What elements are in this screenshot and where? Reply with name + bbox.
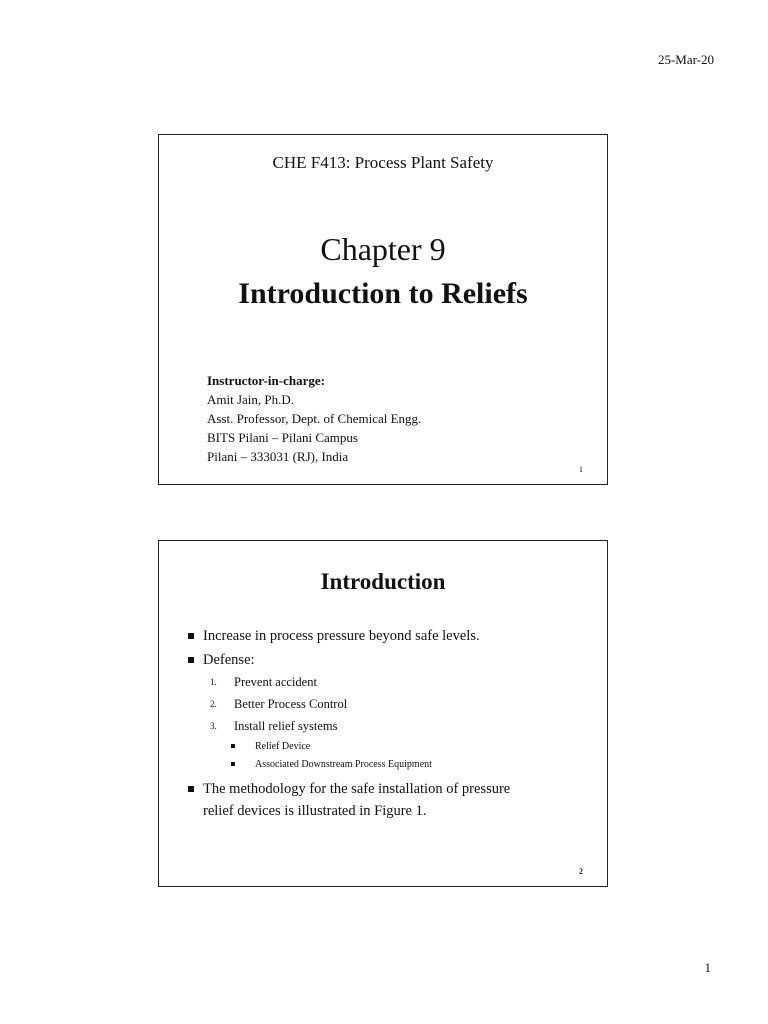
bullet-list [187,625,587,824]
square-bullet-icon [188,633,194,639]
slide-number: 2 [579,867,583,876]
bullet-item [187,649,587,671]
bullet-text-line-1: The methodology for the safe installation of pressure [203,781,511,797]
item-text: Install relief systems [234,719,338,733]
chapter-heading: Chapter 9 [320,231,446,267]
instructor-name: Amit Jain, Ph.D. [207,392,295,407]
small-square-bullet-icon [231,744,235,748]
square-bullet-icon [188,786,194,792]
instructor-position: Asst. Professor, Dept. of Chemical Engg. [207,411,422,426]
item-number: 2. [210,699,217,709]
sub-item-text: Relief Device [255,741,311,752]
item-number: 3. [210,721,217,731]
sub-item-text: Associated Downstream Process Equipment [255,759,432,770]
sub-item [187,757,587,772]
numbered-item [187,695,587,713]
course-title: CHE F413: Process Plant Safety [272,153,494,172]
page-number: 1 [704,960,711,975]
slide-title: Introduction [320,569,446,594]
bullet-text: Defense: [203,652,255,668]
numbered-item [187,717,587,735]
item-text: Prevent accident [234,675,317,689]
instructor-block [207,371,421,466]
square-bullet-icon [188,657,194,663]
slide-1 [158,134,608,485]
bullet-item [187,778,587,822]
item-number: 1. [210,677,217,687]
numbered-item [187,673,587,691]
sub-item [187,739,587,754]
instructor-label: Instructor-in-charge: [207,373,325,388]
instructor-address: Pilani – 333031 (RJ), India [207,449,349,464]
bullet-text-line-2: relief devices is illustrated in Figure 1. [203,803,427,819]
instructor-institute: BITS Pilani – Pilani Campus [207,430,358,445]
page-date: 25-Mar-20 [657,52,714,67]
small-square-bullet-icon [231,762,235,766]
bullet-item [187,625,587,647]
item-text: Better Process Control [234,697,348,711]
slide-2 [158,540,608,887]
bullet-text: Increase in process pressure beyond safe levels. [203,628,480,644]
slide-number: 1 [579,465,583,474]
chapter-title: Introduction to Reliefs [238,277,528,310]
